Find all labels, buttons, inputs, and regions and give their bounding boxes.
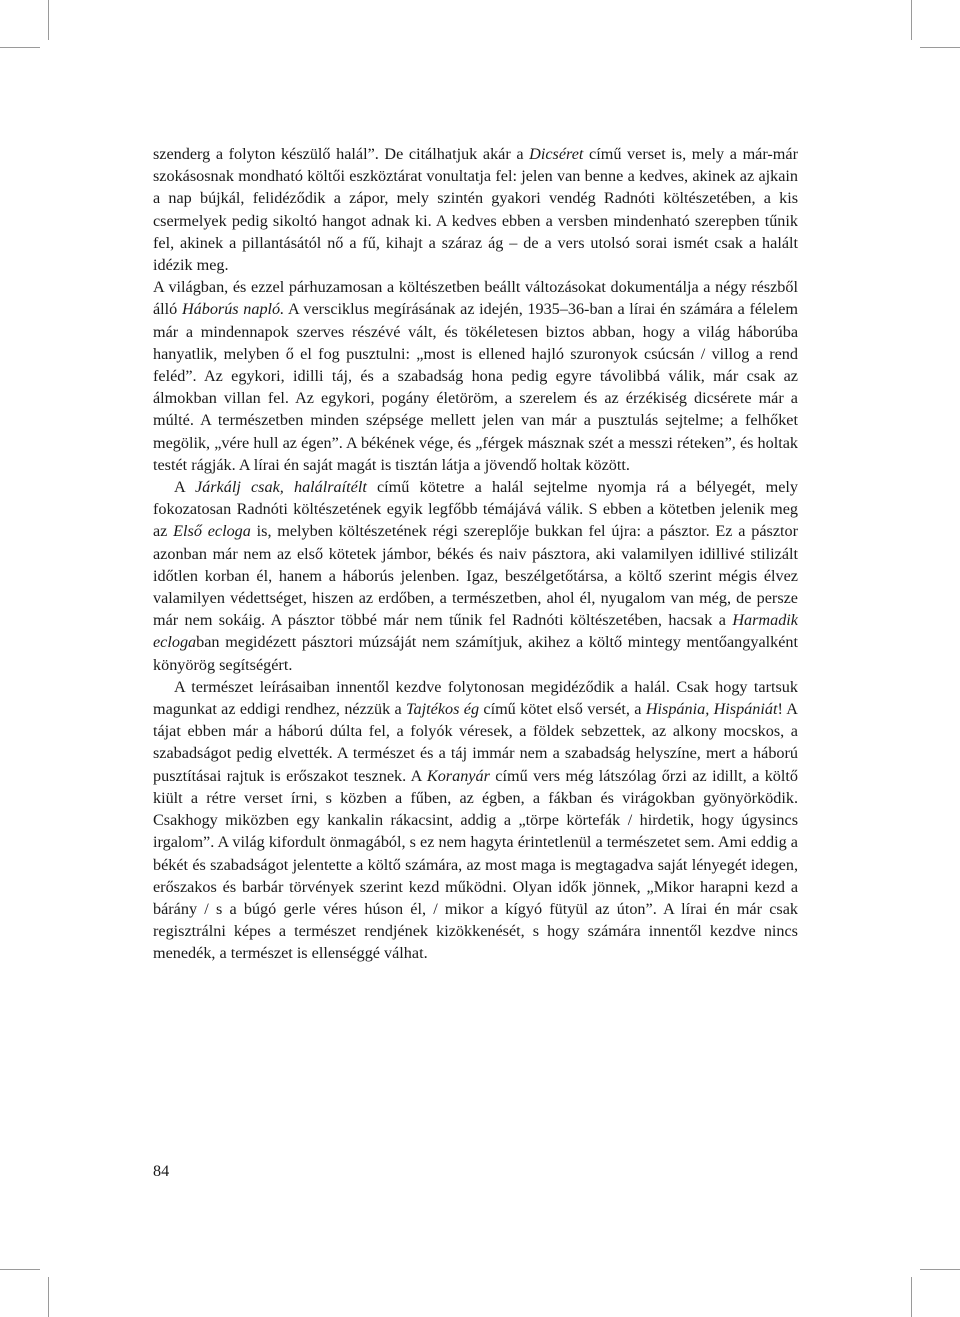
italic-title-text: Koranyár bbox=[426, 766, 490, 785]
paragraph-text: című kötet első versét, a bbox=[479, 700, 646, 719]
paragraph-text: A versciklus megírásának az idején, 1935–36-ban a lírai én számára a félelem már a mindennapok szerves részévé vált, és tökéletesen biztos abban, hogy a világ háborúba hanyatlik, melyben ő el fog pusztulni: „most is ellened hajló szuronyok csúcsán / villog a rend feléd”. Az egykori, idilli táj, és a szabadság hona pedig egyre távolibbá válik, már csak az álmokban villan fel. Az egykori, pogány életöröm, a szerelem és az érzékiség dicsérete már a múlté. A természetben minden szépsége mellett jelen van már a pusztulás sejtelme; a felhőket megölik, „vére hull az égen”. A békének vége, és „férgek másznak szét a messzi réteken”, és holtak testét rágják. A lírai én saját magát is tisztán látja a jövendő holtak között. bbox=[153, 300, 798, 474]
paragraph bbox=[153, 476, 798, 676]
paragraph-text: A természet leírásaiban innentől kezdve folytonosan megidéződik a halál. Csak hogy tartsuk magunkat az eddigi rendhez, nézzük a bbox=[153, 677, 798, 719]
crop-mark-top-right bbox=[911, 0, 912, 40]
paragraph-text: ! A tájat ebben már a háború dúlta fel, a folyók véresek, a földek sebzettek, az alkony mocskos, a szabadságot pedig elvették. A természet és a táj immár nem a szabadság helyszíne, mert a háború pusztításai rajtuk is erőszakot tesznek. A bbox=[153, 700, 798, 785]
italic-title-text: Dicséret bbox=[529, 145, 584, 163]
paragraph-text: című verset is, mely a már-már szokásosnak mondható költői eszköztárat vonultatja fel: jelen van benne a kedves, akinek az ajkain a nap bújkál, felidéződik a zápor, mely szintén gyakori vendég Radnóti költészetében, a kis csermelyek pedig sikoltó hangot adnak ki. A kedves ebben a versben mindenható szerepben tűnik fel, akinek a pillantásától nő a fű, kihajt a száraz ág – de a vers utolsó sorai ismét csak a halált idézik meg. bbox=[153, 145, 798, 275]
italic-title-text: Hispánia, Hispániát bbox=[645, 700, 778, 719]
crop-mark-bottom-left-horizontal bbox=[0, 1269, 40, 1270]
paragraph-text: ban megidézett pásztori múzsáját nem számítjuk, akihez a költő mintegy mentőangyalként könyörög segítségért. bbox=[153, 633, 798, 674]
paragraph-text: A világban, és ezzel párhuzamosan a költészetben beállt változásokat dokumentálja a négy részből álló bbox=[153, 278, 798, 319]
paragraph-text: című vers még látszólag őrzi az idillt, a költő kiült a rétre verset írni, s közben a fűben, az égben, a fákban és virágokban gyönyörködik. Csakhogy miközben egy kankalin rákacsint, addig a „törpe körtefák / hirdetik, hogy úgysincs irgalom”. A világ kifordult önmagából, s ez nem hagyta érintetlenül a természetet sem. Ami eddig a békét és szabadságot jelentette a költő számára, az most maga is megtagadva saját lényegét idegen, erőszakos és barbár törvények szerint kezd működni. Olyan idők jönnek, „Mikor harapni kezd a bárány / s a búgó gerle véres húson él, / mikor a kígyó fütyül az úton”. A lírai én már csak regisztrálni képes a természet rendjének kizökkenését, s hogy számára innentől kezdve nincs menedék, a természet is ellenséggé válhat. bbox=[153, 766, 798, 963]
paragraph bbox=[153, 676, 798, 965]
italic-title-text: Tajtékos ég bbox=[406, 700, 480, 719]
italic-title-text: Harmadik ecloga bbox=[153, 611, 798, 652]
crop-mark-bottom-right-horizontal bbox=[920, 1269, 960, 1270]
crop-mark-bottom-left bbox=[48, 1277, 49, 1317]
paragraph-text: szenderg a folyton készülő halál”. De citálhatjuk akár a bbox=[153, 145, 530, 163]
crop-mark-top-left bbox=[48, 0, 49, 40]
paragraph-text: című kötetre a halál sejtelme nyomja rá a bélyegét, mely fokozatosan Radnóti költészetének egyik legfőbb témájává válik. S ebben a kötetben jelenik meg az bbox=[153, 478, 798, 541]
italic-title-text: Járkálj csak, halálraítélt bbox=[194, 478, 367, 497]
italic-title-text: Háborús napló. bbox=[181, 300, 285, 319]
paragraph-text: A bbox=[174, 478, 195, 497]
body-text bbox=[153, 143, 798, 965]
paragraph-text: is, melyben költészetének régi szereplője bukkan fel újra: a pásztor. Ez a pásztor azonban már nem az első kötetek jámbor, békés és naiv pásztora, aki valamilyen idillivé stilizált időtlen korban él, hanem a háborús jelenben. Igaz, beszélgetőtársa, a költő szerint mégis élvez valamilyen védettséget, hiszen az erdőben, a természetben, ahol él, nyugalom van még, de persze már nem sokáig. A pásztor többé már nem tűnik fel Radnóti költészetében, hacsak a bbox=[153, 522, 798, 630]
italic-title-text: Első ecloga bbox=[173, 522, 251, 541]
crop-mark-bottom-right bbox=[911, 1277, 912, 1317]
paragraph bbox=[153, 143, 798, 276]
page-number: 84 bbox=[153, 1162, 170, 1180]
paragraph bbox=[153, 276, 798, 476]
crop-mark-top-right-horizontal bbox=[920, 47, 960, 48]
crop-mark-top-left-horizontal bbox=[0, 47, 40, 48]
